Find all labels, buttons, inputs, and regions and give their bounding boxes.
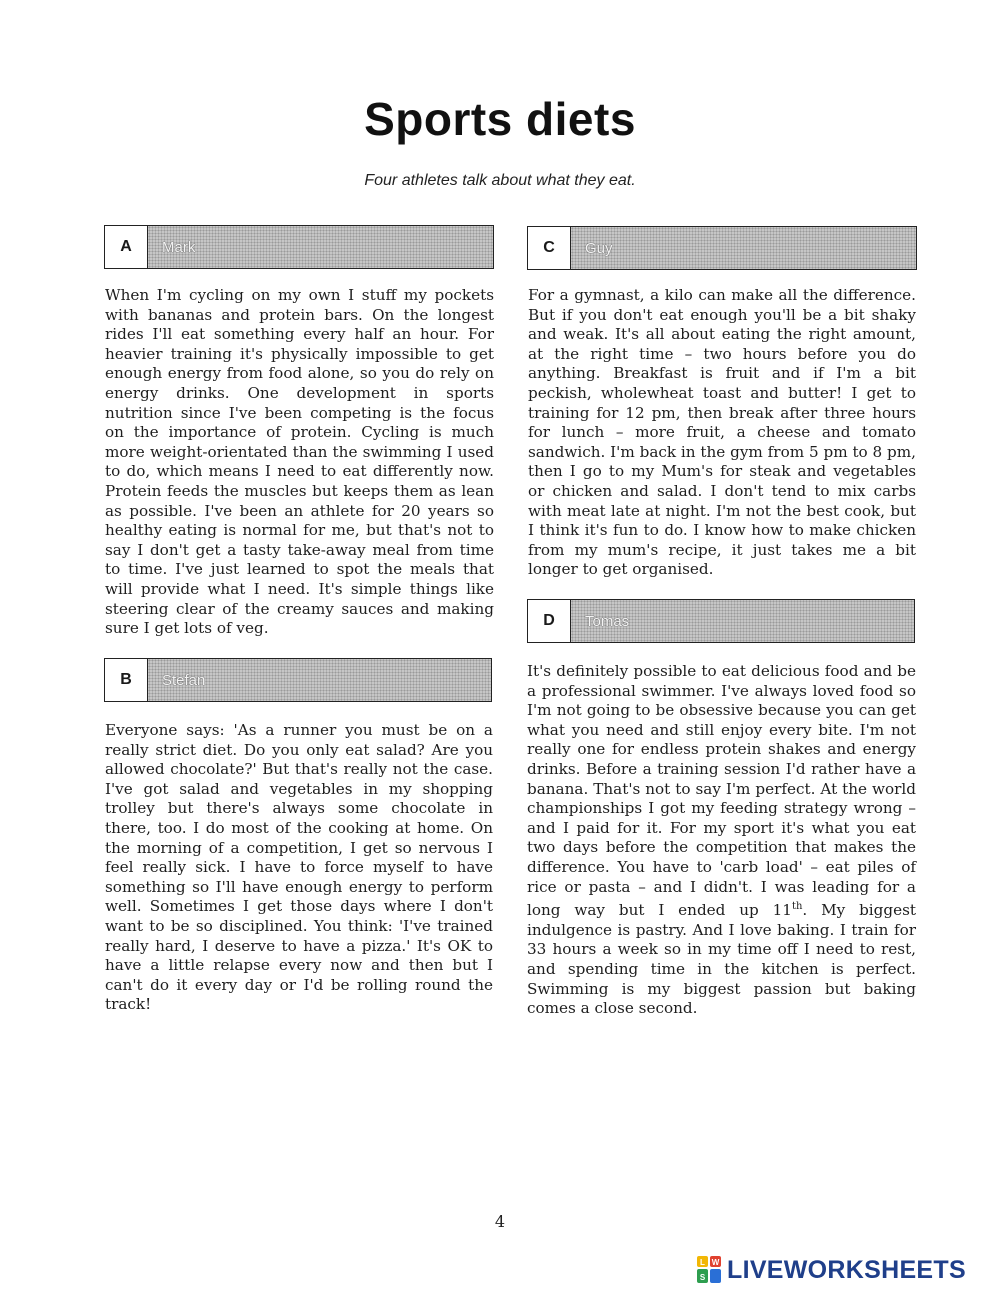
section-d-name: Tomas (571, 600, 914, 642)
section-a-header (104, 225, 494, 269)
page-title: Sports diets (364, 93, 636, 145)
section-c-text: For a gymnast, a kilo can make all the difference. But if you don't eat enough you'll be a bit shaky and weak. It's all about eating the right amount, at the right time – two hours before you do anything. Breakfast is fruit and if I'm a bit peckish, wholewheat toast and butter! I get to training for 12 pm, then break after three hours for lunch – more fruit, a cheese and tomato sandwich. I'm back in the gym from 5 pm to 8 pm, then I go to my Mum's for steak and vegetables or chicken and salad. I don't tend to mix carbs with meat late at night. I'm not the best cook, but I think it's fun to do. I know how to make chicken from my mum's recipe, it just takes me a bit longer to get organised. (528, 286, 916, 579)
section-d-text (527, 662, 916, 1019)
section-d-text-part1: It's definitely possible to eat delicious food and be a professional swimmer. I've always loved food so I'm not going to be obsessive because you can get what you need and still enjoy every bite. I'm not really one for endless protein shakes and energy drinks. Before a training session I'd rather have a banana. That's not to say I'm perfect. At the world championships I got my feeding strategy wrong – and I paid for it. For my sport it's what you eat two days before the competition that makes the difference. You have to 'carb load' – eat piles of rice or pasta – and I didn't. I was leading for a long way but I ended up 11 (527, 662, 916, 920)
liveworksheets-logo-icon (697, 1256, 723, 1284)
logo-letter-2: W (711, 1258, 720, 1267)
logo-letter-1: L (700, 1258, 705, 1267)
section-c-header (527, 226, 917, 270)
section-c-name: Guy (571, 227, 916, 269)
page-number: 4 (494, 1212, 506, 1231)
liveworksheets-wordmark: LIVEWORKSHEETS (727, 1255, 966, 1284)
section-c-letter: C (528, 227, 571, 269)
section-b-text: Everyone says: 'As a runner you must be on a really strict diet. Do you only eat salad? Are you allowed chocolate?' But that's really not the case. I've got salad and vegetables in my shopping trolley but there's always some chocolate in there, too. I do most of the cooking at home. On the morning of a competition, I get so nervous I feel really sick. I have to force myself to have something so I'll have enough energy to perform well. Sometimes I get those days where I don't want to be so disciplined. You think: 'I've trained really hard, I deserve to have a pizza.' It's OK to have a little relapse every now and then but I can't do it every day or I'd be rolling round the track! (105, 721, 493, 1014)
section-b-letter: B (105, 659, 148, 701)
section-d-superscript: th (791, 901, 803, 913)
section-b-header (104, 658, 492, 702)
section-a-letter: A (105, 226, 148, 268)
section-a-text: When I'm cycling on my own I stuff my pockets with bananas and protein bars. On the longest rides I'll eat something every half an hour. For heavier training it's physically impossible to get enough energy from food alone, so you do rely on energy drinks. One development in sports nutrition since I've been competing is the focus on the importance of protein. Cycling is much more weight-orientated than the swimming I used to do, which means I need to eat differently now. Protein feeds the muscles but keeps them as lean as possible. I've been an athlete for 20 years so healthy eating is normal for me, but that's not to say I don't get a tasty take-away meal from time to time. I've just learned to spot the meals that will provide what I need. It's simple things like steering clear of the creamy sauces and making sure I get lots of veg. (105, 286, 494, 638)
section-b-name: Stefan (148, 659, 491, 701)
page-subtitle: Four athletes talk about what they eat. (364, 172, 636, 189)
section-a-name: Mark (148, 226, 493, 268)
section-d-header (527, 599, 915, 643)
section-d-text-part2: . My biggest indulgence is pastry. And I love baking. I train for 33 hours a week so in my time off I need to rest, and spending time in the kitchen is perfect. Swimming is my biggest passion but baking comes a close second. (527, 901, 916, 1018)
section-d-letter: D (528, 600, 571, 642)
logo-letter-3: S (699, 1273, 706, 1282)
liveworksheets-brand[interactable] (697, 1255, 966, 1285)
